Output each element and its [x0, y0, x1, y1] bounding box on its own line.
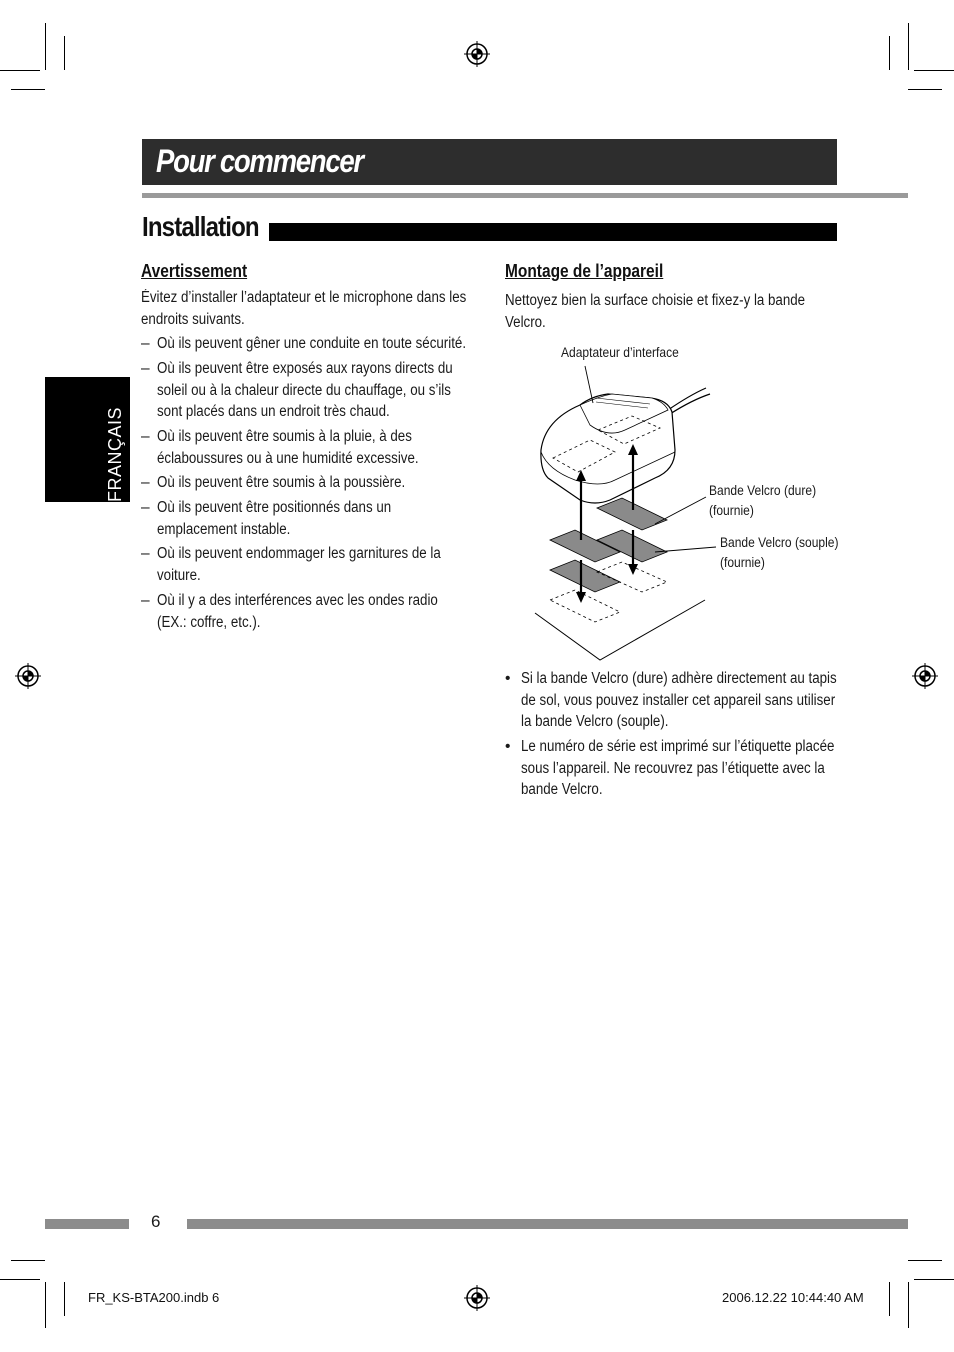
soft-velcro-label-line: (fournie)	[720, 554, 765, 570]
list-item-line: de sol, vous pouvez installer cet appareil sans utiliser	[521, 691, 836, 709]
adapter-cable	[668, 388, 706, 410]
registration-mark-icon	[912, 663, 938, 689]
title-underline	[142, 193, 908, 198]
bullet-mark: •	[505, 670, 511, 687]
mounting-intro-line: Velcro.	[505, 313, 546, 331]
hard-velcro-label	[709, 480, 816, 520]
mounting-heading: Montage de l’appareil	[505, 261, 664, 281]
soft-velcro-label-line: Bande Velcro (souple)	[720, 534, 839, 550]
dash-mark: –	[141, 499, 150, 516]
list-item-line: la bande Velcro (souple).	[521, 713, 669, 730]
list-item-line: éclaboussures ou à une humidité excessive.	[157, 449, 419, 467]
interface-adapter-drawing	[541, 394, 675, 503]
file-slug: FR_KS-BTA200.indb 6	[88, 1290, 220, 1305]
velcro-soft-strip	[550, 560, 620, 592]
dash-mark: –	[141, 360, 150, 377]
list-item-line: (EX.: coffre, etc.).	[157, 613, 261, 631]
registration-mark-icon	[15, 663, 41, 689]
floor-mat-outline	[535, 600, 705, 660]
dash-mark: –	[141, 474, 150, 491]
list-item-line: Où ils peuvent être positionnés dans un	[157, 499, 392, 516]
list-item-line: soleil ou à la chaleur directe du chauffage, ou s’ils	[157, 381, 451, 399]
warning-heading: Avertissement	[141, 261, 248, 281]
mounting-intro	[505, 290, 854, 333]
list-item-line: voiture.	[157, 566, 201, 584]
language-tab-label: FRANÇAIS	[105, 406, 125, 502]
list-item-line: emplacement instable.	[157, 520, 291, 538]
bullet-mark: •	[505, 738, 511, 755]
warning-intro-line: endroits suivants.	[141, 310, 245, 328]
section-title: Installation	[142, 211, 259, 242]
list-item-line: bande Velcro.	[521, 781, 603, 798]
registration-mark-icon	[464, 41, 490, 67]
warning-intro-line: Évitez d’installer l’adaptateur et le microphone dans les	[141, 289, 467, 306]
list-item-line: Où ils peuvent endommager les garnitures de la	[157, 545, 441, 562]
chapter-title-band	[142, 139, 837, 185]
list-item-line: sous l’appareil. Ne recouvrez pas l’étiquette avec la	[521, 759, 825, 777]
registration-mark-icon	[464, 1285, 490, 1311]
list-item-line: Où ils peuvent gêner une conduite en toute sécurité.	[157, 335, 467, 352]
list-item-line: Où il y a des interférences avec les ondes radio	[157, 592, 438, 609]
dash-mark: –	[141, 545, 150, 562]
dash-mark: –	[141, 428, 150, 445]
mounting-intro-line: Nettoyez bien la surface choisie et fixez-y la bande	[505, 292, 806, 309]
print-timestamp: 2006.12.22 10:44:40 AM	[722, 1290, 864, 1305]
warning-intro	[141, 287, 519, 330]
hard-velcro-label-line: Bande Velcro (dure)	[709, 482, 817, 498]
footer-bar	[187, 1219, 908, 1229]
arrow-up-icon	[576, 470, 586, 540]
page-number: 6	[151, 1212, 161, 1231]
chapter-title: Pour commencer	[156, 143, 363, 179]
adapter-label: Adaptateur d’interface	[561, 344, 679, 360]
dash-mark: –	[141, 592, 150, 609]
section-title-bar	[269, 223, 837, 241]
list-item-line: Si la bande Velcro (dure) adhère directement au tapis	[521, 670, 837, 687]
list-item-line: Où ils peuvent être soumis à la pluie, à des	[157, 428, 412, 445]
list-item-line: sont placés dans un endroit très chaud.	[157, 403, 390, 420]
list-item-line: Où ils peuvent être exposés aux rayons directs du	[157, 360, 453, 377]
leader-line-hard	[655, 497, 706, 524]
list-item-line: Le numéro de série est imprimé sur l’étiquette placée	[521, 738, 835, 755]
dash-mark: –	[141, 335, 150, 352]
footer-bar	[45, 1219, 129, 1229]
leader-line-adapter	[585, 366, 593, 403]
soft-velcro-label	[720, 532, 838, 572]
list-item-line: Où ils peuvent être soumis à la poussière.	[157, 474, 406, 491]
hard-velcro-label-line: (fournie)	[709, 502, 754, 518]
leader-line-soft	[655, 547, 716, 552]
